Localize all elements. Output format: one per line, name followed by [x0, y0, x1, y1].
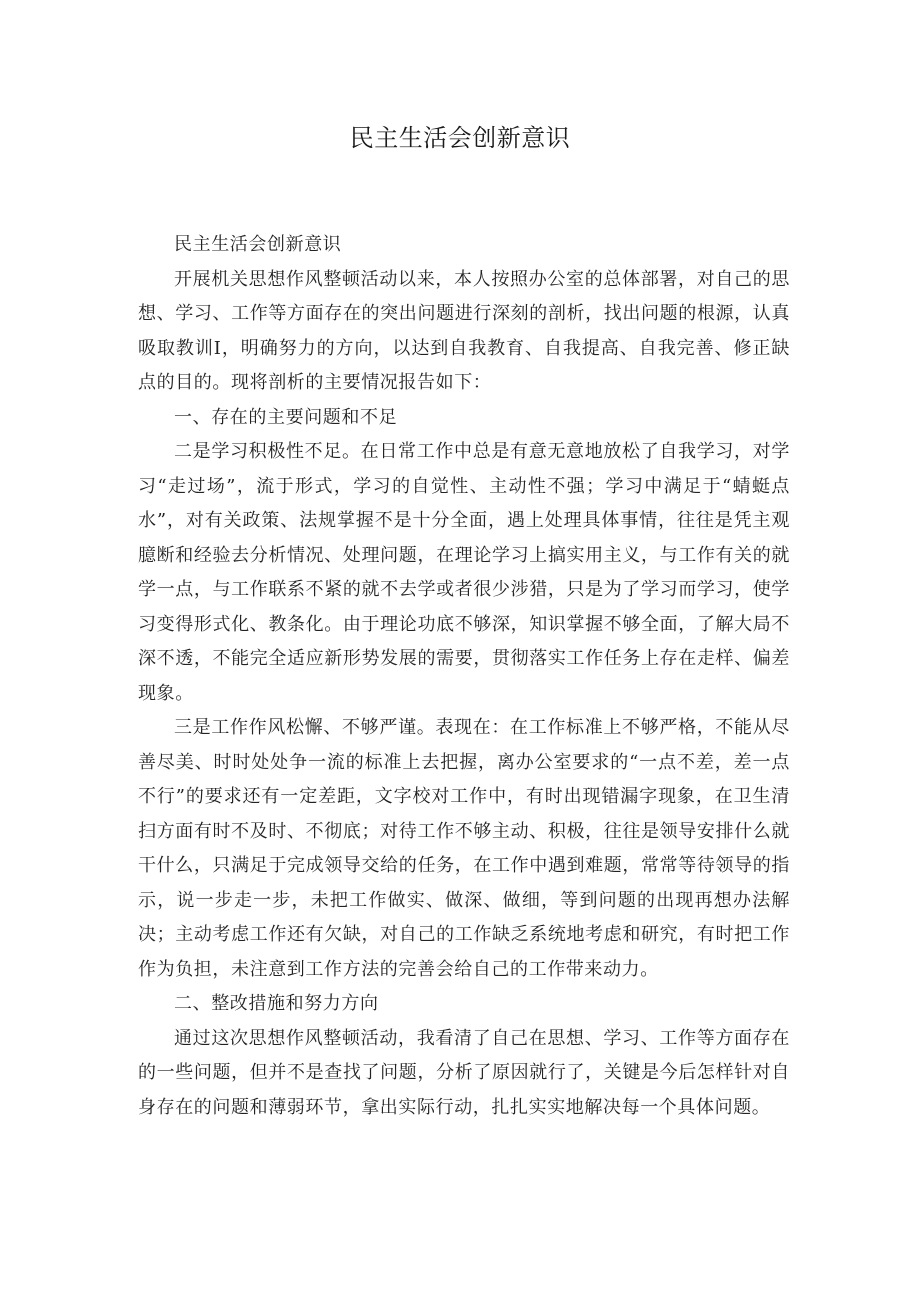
intro-paragraph: 开展机关思想作风整顿活动以来，本人按照办公室的总体部署，对自己的思想、学习、工作等方面存在的突出问题进行深刻的剖析，找出问题的根源，认真吸取教训I，明确努力的方向，以达到自我教育、自我提高、自我完善、修正缺点的目的。现将剖析的主要情况报告如下： [138, 268, 790, 393]
subtitle-paragraph: 民主生活会创新意识 [174, 234, 342, 255]
work-style-paragraph: 三是工作作风松懈、不够严谨。表现在：在工作标准上不够严格，不能从尽善尽美、时时处处争一流的标准上去把握，离办公室要求的“一点不差，差一点不行”的要求还有一定差距，文字校对工作中，有时出现错漏字现象，在卫生清扫方面有时不及时、不彻底；对待工作不够主动、积极，往往是领导安排什么就干什么，只满足于完成领导交给的任务，在工作中遇到难题，常常等待领导的指示，说一步走一步，未把工作做实、做深、做细，等到问题的出现再想办法解决；主动考虑工作还有欠缺，对自己的工作缺乏系统地考虑和研究，有时把工作作为负担，未注意到工作方法的完善会给自己的工作带来动力。 [138, 717, 790, 980]
document-body [138, 228, 790, 1125]
page-title: 民主生活会创新意识 [349, 124, 571, 152]
measures-paragraph: 通过这次思想作风整顿活动，我看清了自己在思想、学习、工作等方面存在的一些问题，但并不是查找了问题，分析了原因就行了，关键是今后怎样针对自身存在的问题和薄弱环节，拿出实际行动，扎扎实实地解决每一个具体问题。 [138, 1027, 790, 1118]
section-heading-measures: 二、整改措施和努力方向 [174, 993, 379, 1014]
study-paragraph: 二是学习积极性不足。在日常工作中总是有意无意地放松了自我学习，对学习“走过场”，流于形式，学习的自觉性、主动性不强；学习中满足于“蜻蜓点水”，对有关政策、法规掌握不是十分全面，遇上处理具体事情，往往是凭主观臆断和经验去分析情况、处理问题，在理论学习上搞实用主义，与工作有关的就学一点，与工作联系不紧的就不去学或者很少涉猎，只是为了学习而学习，使学习变得形式化、教条化。由于理论功底不够深，知识掌握不够全面，了解大局不深不透，不能完全适应新形势发展的需要，贯彻落实工作任务上存在走样、偏差现象。 [138, 441, 790, 704]
section-heading-problems: 一、存在的主要问题和不足 [174, 406, 398, 428]
